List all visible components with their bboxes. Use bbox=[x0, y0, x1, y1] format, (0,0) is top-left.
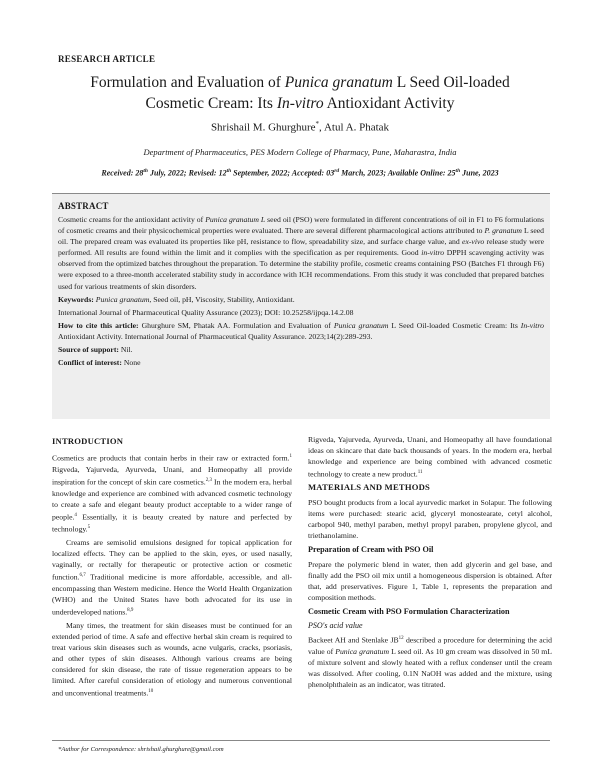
citation-ref[interactable]: 8,9 bbox=[127, 608, 134, 614]
citation-text: L Seed Oil-loaded Cosmetic Cream: Its bbox=[388, 320, 521, 330]
paragraph-text: L seed oil. As 10 gm cream was dissolved in 50 mL of mixture solvent and slowly heated with a reflux condenser until the cream was dissolved. After cooling, 0.1N NaOH was added and the mixture, using phenolphthalein as an indicator, was titrated. bbox=[308, 646, 552, 689]
author-list bbox=[60, 120, 540, 134]
paragraph-text: Rigveda, Yajurveda, Ayurveda, Unani, and Homeopathy all have foundational ideas on skincare that date back thousands of years. In the modern era, herbal knowledge and experience are being combined with advanced cosmetic technology to create a new product. bbox=[308, 435, 552, 479]
keywords bbox=[58, 294, 544, 305]
abstract-heading: ABSTRACT bbox=[58, 201, 109, 211]
received-date: July, 2022; bbox=[147, 168, 189, 178]
methods-heading: MATERIALS AND METHODS bbox=[308, 481, 430, 492]
correspondence-footnote: *Author for Correspondence: shrishail.ghurghure@gmail.com bbox=[58, 746, 224, 753]
paragraph bbox=[308, 633, 552, 690]
article-title bbox=[60, 72, 540, 114]
citation-ref[interactable]: 2,3 bbox=[205, 477, 212, 483]
corresponding-mark: * bbox=[315, 120, 320, 128]
citation-italic: Punica granatum bbox=[333, 320, 389, 330]
acid-value-heading: PSO's acid value bbox=[308, 620, 363, 630]
paragraph-text: Many times, the treatment for skin diseases must be continued for an extended period of time. A safe and effective herbal skin cream is required to treat various skin diseases such as wounds, acne vulgaris, cracks, psoriasis, and other types of skin diseases. Although various creams are being considered for skin disease, the rate of tissue regeneration appears to be limited. After careful consideration of etiology and numerous conventional and unconventional treatments. bbox=[52, 620, 292, 698]
article-type-label: RESEARCH ARTICLE bbox=[58, 54, 156, 64]
title-text: Antioxidant Activity bbox=[323, 95, 455, 112]
paragraph-text: described a procedure for determining the acid value of bbox=[308, 635, 553, 656]
author-separator: , bbox=[319, 121, 324, 134]
paragraph-text: Rigveda, Yajurveda, Ayurveda, Unani, and Homeopathy all provide inspiration for the concept of skin care cosmetics. bbox=[52, 464, 292, 487]
abstract-box bbox=[52, 193, 550, 419]
paragraph-text: Creams are semisolid emulsions designed for topical application for localized effects. They can be applied to the skin, eyes, or used nasally, vaginally, or rectally for therapeutic or protective action or cosmetic function. bbox=[52, 538, 292, 582]
revised-date: Revised: 12 bbox=[188, 168, 227, 178]
accepted-date: Accepted: 03 bbox=[291, 168, 335, 178]
abstract-span: Cosmetic creams for the antioxidant activity of bbox=[58, 215, 206, 224]
date-suffix: th bbox=[226, 168, 232, 174]
abstract-text bbox=[58, 214, 544, 292]
keywords-list: , Seed oil, pH, Viscosity, Stability, Antioxidant. bbox=[149, 294, 295, 304]
title-invitro: In-vitro bbox=[276, 95, 324, 112]
introduction-heading: INTRODUCTION bbox=[52, 436, 124, 446]
affiliation: Department of Pharmaceutics, PES Modern College of Pharmacy, Pune, Maharastra, India bbox=[143, 147, 457, 157]
paragraph bbox=[308, 434, 552, 480]
title-text: L Seed Oil-loaded bbox=[392, 74, 510, 91]
abstract-italic: P. granatum bbox=[484, 226, 522, 236]
online-date: June, 2023 bbox=[460, 168, 499, 178]
author-name: Atul A. Phatak bbox=[323, 121, 390, 134]
citation-text: Ghurghure SM, Phatak AA. Formulation and Evaluation of bbox=[141, 320, 334, 330]
support-value: Nil. bbox=[120, 345, 133, 355]
footnote-divider bbox=[52, 740, 550, 741]
abstract-span: L seed oil. The prepared cream was evaluated its properties like pH, resistance to flow, spreadability size, and surface charge value, and bbox=[58, 226, 544, 247]
keywords-label: Keywords: bbox=[58, 294, 96, 304]
paragraph: Prepare the polymeric blend in water, then add glycerin and gel base, and finally add the PSO oil mix until a homogeneous dispersion is obtained. After that, add preservatives. Figure 1, Table 1, represents the preparation and composition methods. bbox=[308, 559, 552, 602]
citation-ref[interactable]: 5 bbox=[87, 525, 91, 531]
online-date: Available Online: 25 bbox=[387, 168, 456, 178]
date-suffix: th bbox=[455, 168, 461, 174]
abstract-italic: ex-vivo bbox=[462, 237, 485, 247]
accepted-date: March, 2023; bbox=[339, 168, 388, 178]
paragraph: PSO bought products from a local ayurvedic market in Solapur. The following items were purchased: stearic acid, glyceryl monostearate, cetyl alcohol, carbopol 940, methyl paraben, methyl propyl paraben, propylene glycol, and triethanolamine. bbox=[308, 498, 552, 541]
date-suffix: th bbox=[143, 168, 148, 174]
author-name: Shrishail M. Ghurghure bbox=[210, 121, 316, 134]
preparation-heading: Preparation of Cream with PSO Oil bbox=[308, 545, 434, 555]
received-date: Received: 28 bbox=[101, 168, 144, 178]
publication-dates bbox=[40, 168, 560, 178]
citation-text: Antioxidant Activity. International Journal of Pharmaceutical Quality Assurance. 2023;14(2):289-293. bbox=[58, 331, 373, 341]
abstract-italic: in-vitro bbox=[421, 248, 445, 258]
paragraph-text: Cosmetics are products that contain herbs in their raw or extracted form. bbox=[52, 453, 290, 463]
citation-ref[interactable]: 11 bbox=[417, 470, 423, 476]
abstract-span: release study were performed. All results are found within the limit and it complies with the specification as per requirements. Good bbox=[58, 237, 545, 258]
paragraph-italic: Punica granatum bbox=[335, 646, 390, 656]
conflict-of-interest bbox=[58, 357, 544, 368]
conflict-value: None bbox=[123, 358, 141, 368]
keywords-italic: Punica granatum bbox=[95, 294, 150, 304]
paragraph bbox=[52, 620, 292, 699]
citation-label: How to cite this article: bbox=[58, 320, 142, 330]
conflict-label: Conflict of interest: bbox=[58, 358, 124, 368]
revised-date: September, 2022; bbox=[231, 168, 292, 178]
paragraph-text: Essentially, it is beauty created by nature and perfected by technology. bbox=[52, 512, 292, 534]
paragraph-text: Backeet AH and Stenlake JB bbox=[308, 635, 399, 645]
source-of-support bbox=[58, 344, 544, 355]
left-column bbox=[52, 434, 292, 701]
citation-ref[interactable]: 6,7 bbox=[79, 573, 86, 579]
paragraph-text: Traditional medicine is more affordable, accessible, and all-encompassing than Western medicine. Hence the World Health Organization (WHO) and the United States have both advocated for its use in underdeveloped nations. bbox=[52, 572, 292, 617]
citation-ref[interactable]: 4 bbox=[74, 512, 77, 518]
citation-ref[interactable]: 1 bbox=[289, 454, 292, 460]
paragraph bbox=[52, 451, 292, 535]
right-column bbox=[308, 434, 552, 692]
date-suffix: rd bbox=[334, 168, 340, 174]
characterization-heading: Cosmetic Cream with PSO Formulation Characterization bbox=[308, 606, 510, 616]
journal-doi-line: International Journal of Pharmaceutical Quality Assurance (2023); DOI: 10.25258/ijpqa.14.2.08 bbox=[58, 307, 354, 317]
citation-ref[interactable]: 12 bbox=[398, 636, 404, 642]
abstract-span: DPPH scavenging activity was observed from the optimized batches throughout the preparation. To determine the stability profile, cosmetic creams containing PSO (Batches F1 through F6) were exposed to a three-month accelerated stability study in accordance with ICH recommendations. From this study it was concluded that prepared batches used for various treatments of skin disorders. bbox=[58, 248, 544, 291]
paragraph-text: In the modern era, herbal knowledge and experience are combined with advanced cosmetic technology to create a safe and elegant beauty product acceptable to a wider range of people. bbox=[52, 477, 292, 522]
abstract-span: seed oil (PSO) were formulated in different concentrations of oil in F1 to F6 formulations of cosmetic creams and their physicochemical properties were evaluated. There are several different pharmacological actions attributed to bbox=[58, 215, 544, 236]
citation-italic: In-vitro bbox=[520, 320, 544, 330]
citation-ref[interactable]: 10 bbox=[148, 689, 154, 695]
paragraph bbox=[52, 537, 292, 618]
title-text: Formulation and Evaluation of bbox=[90, 74, 285, 91]
citation bbox=[58, 320, 544, 342]
support-label: Source of support: bbox=[58, 345, 121, 355]
title-species: Punica granatum bbox=[284, 74, 393, 91]
title-text: Cosmetic Cream: Its bbox=[145, 95, 277, 112]
abstract-italic: Punica granatum L bbox=[205, 215, 266, 224]
